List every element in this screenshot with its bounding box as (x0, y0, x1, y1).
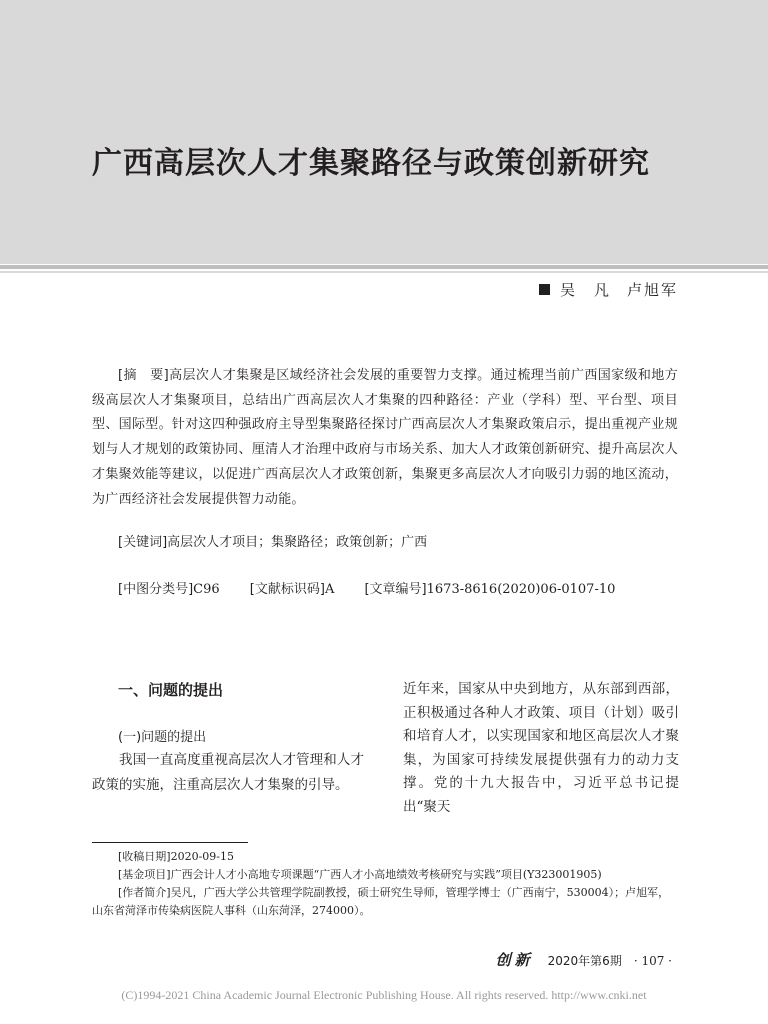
article-title: 广西高层次人才集聚路径与政策创新研究 (92, 146, 650, 181)
journal-logo: 创新 (495, 951, 534, 969)
author-2: 卢旭军 (626, 281, 678, 299)
abstract-label: [摘 要] (118, 368, 170, 383)
banner-divider-thick (0, 265, 768, 269)
footnote-author (92, 884, 680, 920)
author-1: 吴 凡 (559, 281, 611, 299)
body-paragraph-left: 我国一直高度重视高层次人才管理和人才政策的实施，注重高层次人才集聚的引导。 (92, 752, 364, 793)
keywords-text: 高层次人才项目；集聚路径；政策创新；广西 (167, 535, 428, 550)
author-info-value: 吴凡，广西大学公共管理学院副教授，硕士研究生导师，管理学博士（广西南宁，530004）；卢旭军，山东省菏泽市传染病医院人事科（山东菏泽，274000）。 (92, 886, 670, 917)
body-paragraph-right: 近年来，国家从中央到地方，从东部到西部，正积极通过各种人才政策、项目（计划）吸引和培育人才，以实现国家和地区高层次人才聚集，为国家可持续发展提供强有力的动力支撑。党的十九大报告中，习近平总书记提出“聚天 (403, 681, 679, 815)
title-banner (0, 0, 768, 264)
keywords-label: [关键词] (118, 535, 168, 550)
doc-label: [文献标识码] (249, 582, 325, 597)
doc-value: A (324, 582, 335, 597)
subsection-heading: (一)问题的提出 (118, 730, 207, 745)
footnote-divider (92, 842, 248, 843)
author-info-label: [作者简介] (118, 886, 171, 899)
fund-label: [基金项目] (118, 868, 171, 881)
copyright-notice: (C)1994-2021 China Academic Journal Electronic Publishing House. All rights reserved. http://www.cnki.net (121, 988, 647, 1002)
article-number (364, 578, 615, 597)
abstract (92, 364, 678, 512)
article-number-value: 1673-8616(2020)06-0107-10 (426, 582, 616, 597)
author-line (539, 279, 678, 300)
page-number: · 107 · (633, 954, 672, 968)
received-label: [收稿日期] (118, 850, 171, 863)
abstract-text: 高层次人才集聚是区域经济社会发展的重要智力支撑。通过梳理当前广西国家级和地方级高层次人才集聚项目，总结出广西高层次人才集聚的四种路径：产业（学科）型、平台型、项目型、国际型。针对这四种强政府主导型集聚路径探讨广西高层次人才集聚政策启示，提出重视产业规划与人才规划的政策协同、厘清人才治理中政府与市场关系、加大人才政策创新研究、提升高层次人才集聚效能等建议，以促进广西高层次人才政策创新，集聚更多高层次人才向吸引力弱的地区流动，为广西经济社会发展提供智力动能。 (92, 368, 678, 507)
footnote-fund (92, 866, 680, 884)
article-number-label: [文章编号] (364, 582, 427, 597)
keywords (118, 531, 427, 550)
document-code (250, 578, 335, 597)
issue-label: 2020年第6期 (547, 954, 622, 968)
page-footer (496, 949, 672, 970)
clc-label: [中图分类号] (118, 582, 194, 597)
received-value: 2020-09-15 (170, 850, 235, 863)
clc-value: C96 (193, 582, 220, 597)
footnotes (92, 848, 680, 920)
clc-code (118, 578, 220, 597)
classification-line (118, 578, 641, 597)
square-bullet-icon (539, 284, 550, 295)
section-heading: 一、问题的提出 (118, 681, 224, 699)
footnote-received (92, 848, 680, 866)
fund-value: 广西会计人才小高地专项课题“广西人才小高地绩效考核研究与实践”项目(Y323001905) (170, 868, 602, 881)
banner-divider-thin (0, 271, 768, 273)
